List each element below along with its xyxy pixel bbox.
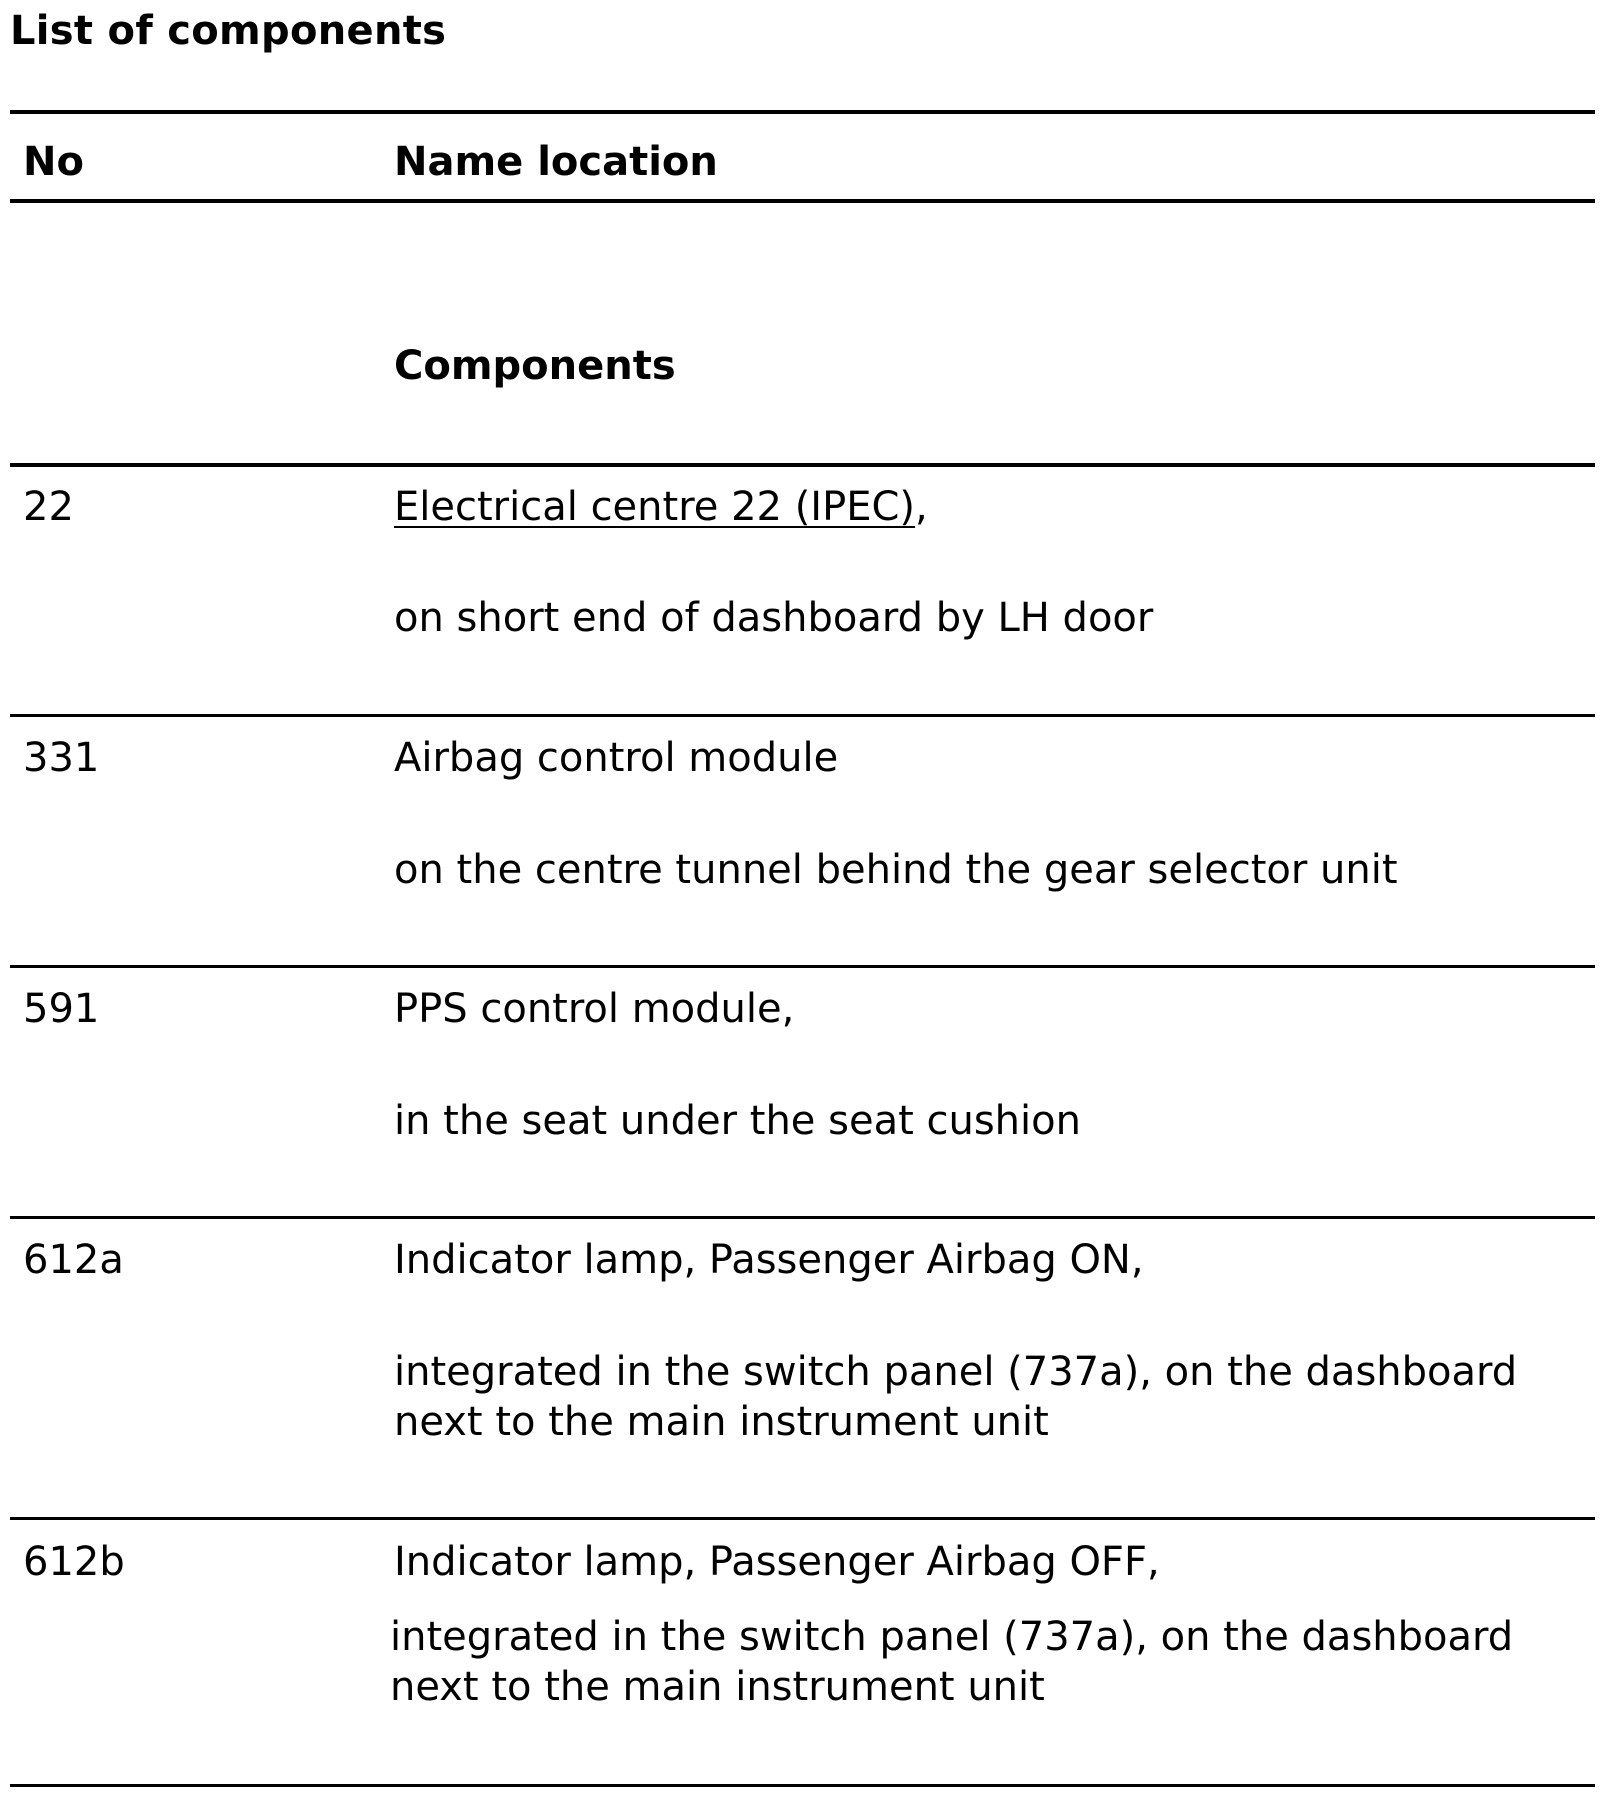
header-no: No — [23, 139, 84, 185]
row-612a-location-line-1: integrated in the switch panel (737a), on the dashboard — [394, 1349, 1518, 1395]
row-divider — [10, 714, 1595, 717]
row-331-no: 331 — [23, 735, 100, 781]
row-612a-location-line-2: next to the main instrument unit — [394, 1399, 1049, 1445]
row-612b-no: 612b — [23, 1539, 125, 1585]
row-612b-name: Indicator lamp, Passenger Airbag OFF, — [394, 1539, 1160, 1585]
row-22-location: on short end of dashboard by LH door — [394, 595, 1154, 641]
row-22-name — [394, 482, 928, 533]
row-591-name: PPS control module, — [394, 986, 795, 1032]
row-divider — [10, 965, 1595, 968]
row-divider — [10, 1517, 1595, 1520]
row-591-no: 591 — [23, 986, 100, 1032]
row-22-name-suffix: , — [915, 484, 928, 530]
header-bottom-rule — [10, 199, 1595, 203]
section-heading-components: Components — [394, 343, 676, 389]
row-612a-name: Indicator lamp, Passenger Airbag ON, — [394, 1237, 1144, 1283]
section-bottom-rule — [10, 463, 1595, 467]
row-612b-location-line-1: integrated in the switch panel (737a), on the dashboard — [390, 1614, 1514, 1660]
row-22-no: 22 — [23, 484, 74, 530]
table-top-rule — [10, 110, 1595, 114]
row-22-name-link: Electrical centre 22 (IPEC) — [394, 484, 916, 530]
row-612a-no: 612a — [23, 1237, 124, 1283]
row-divider — [10, 1216, 1595, 1219]
header-name-location: Name location — [394, 139, 718, 185]
row-331-location: on the centre tunnel behind the gear selector unit — [394, 847, 1398, 893]
table-bottom-rule — [10, 1784, 1595, 1787]
row-591-location: in the seat under the seat cushion — [394, 1098, 1081, 1144]
page-title: List of components — [10, 8, 447, 54]
row-612b-location-line-2: next to the main instrument unit — [390, 1664, 1045, 1710]
row-331-name: Airbag control module — [394, 735, 839, 781]
